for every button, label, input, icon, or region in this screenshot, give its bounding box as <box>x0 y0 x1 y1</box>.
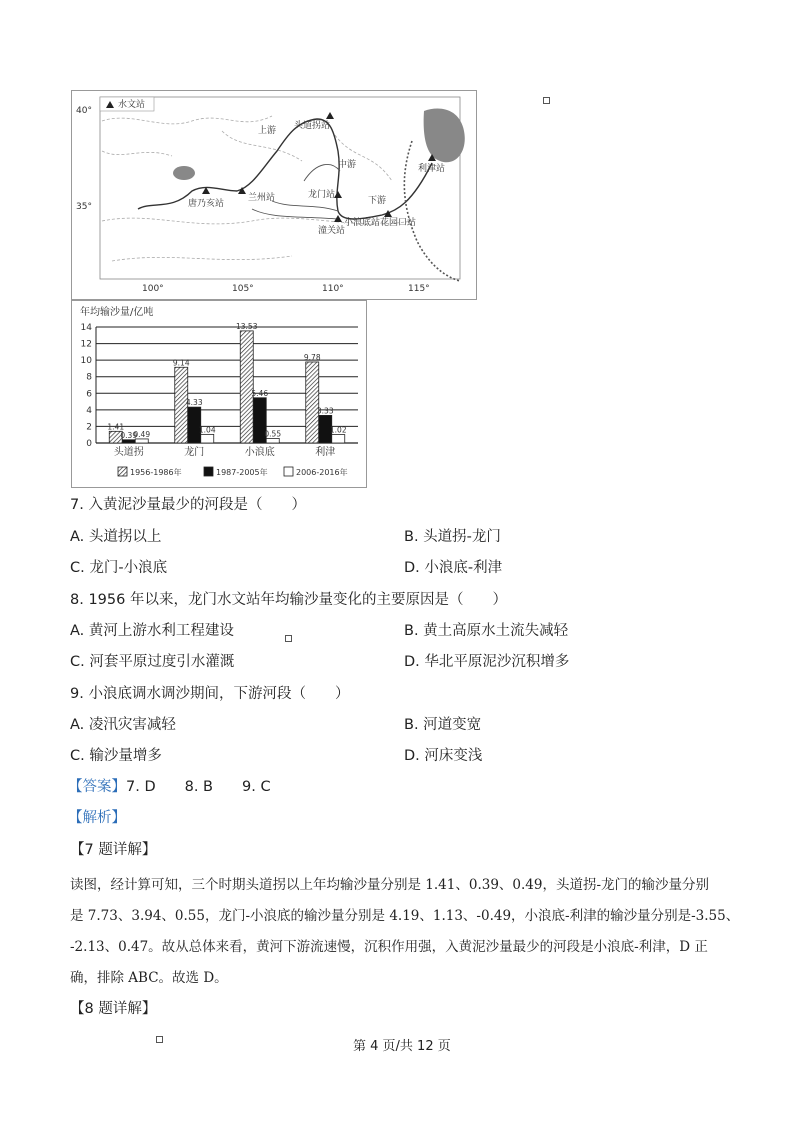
y-tick-label: 10 <box>80 356 92 367</box>
station-marker <box>334 191 342 198</box>
answer-tag: 【答案】 <box>68 779 126 795</box>
y-tick-label: 14 <box>80 323 92 333</box>
q8-option-c[interactable]: C. 河套平原过度引水灌溉 <box>70 654 235 670</box>
legend-label: 1987-2005年 <box>216 468 268 477</box>
q9-option-a[interactable]: A. 凌汛灾害减轻 <box>70 717 176 733</box>
y-tick-label: 12 <box>80 339 92 350</box>
detail7-line: 确，排除 ABC。故选 D。 <box>70 970 228 986</box>
map-svg <box>72 91 476 299</box>
data-label: 0.55 <box>264 429 282 439</box>
station-label: 龙门站 <box>308 190 336 200</box>
lon-label: 115° <box>408 284 430 294</box>
lat-label: 35° <box>76 202 92 212</box>
map-legend-label: 水文站 <box>118 100 146 110</box>
bohai-sea-shape <box>424 108 465 162</box>
q7-option-c[interactable]: C. 龙门-小浪底 <box>70 560 168 576</box>
answer-text: 7. D 8. B 9. C <box>126 779 271 795</box>
y-tick-label: 2 <box>86 422 92 433</box>
lon-label: 105° <box>232 284 254 294</box>
station-label: 头道拐站 <box>294 121 331 131</box>
category-label: 小浪底 <box>244 447 275 458</box>
answer-line <box>68 777 271 797</box>
page-mark <box>543 97 550 104</box>
data-label: 9.78 <box>303 352 321 362</box>
analysis-tag: 【解析】 <box>68 810 126 826</box>
legend-label: 2006-2016年 <box>296 468 348 477</box>
bar <box>332 435 345 443</box>
legend-swatch <box>204 467 213 476</box>
q9-option-c[interactable]: C. 输沙量增多 <box>70 748 162 764</box>
region-label: 下游 <box>368 196 387 206</box>
y-tick-label: 4 <box>86 405 92 416</box>
region-label: 中游 <box>338 160 357 170</box>
detail7-line: 读图，经计算可知，三个时期头道拐以上年均输沙量分别是 1.41、0.39、0.49，头道拐-龙门的输沙量分别 <box>70 877 710 893</box>
lon-label: 100° <box>142 284 164 294</box>
region-label: 上游 <box>258 126 277 136</box>
station-label: 小浪底站 <box>344 218 381 228</box>
bar <box>201 434 214 443</box>
q9-option-b[interactable]: B. 河道变宽 <box>404 717 482 733</box>
q7-option-a[interactable]: A. 头道拐以上 <box>70 529 162 545</box>
category-label: 龙门 <box>184 447 205 458</box>
data-label: 4.33 <box>185 398 203 408</box>
q7-option-b[interactable]: B. 头道拐-龙门 <box>404 529 501 545</box>
page-mark <box>285 635 292 642</box>
legend-label: 1956-1986年 <box>130 468 182 477</box>
q8-option-b[interactable]: B. 黄土高原水土流失减轻 <box>404 623 569 639</box>
data-label: 9.14 <box>172 358 190 368</box>
q8-stem: 8. 1956 年以来，龙门水文站年均输沙量变化的主要原因是（ ） <box>70 592 507 608</box>
data-label: 1.41 <box>107 422 125 432</box>
bar <box>306 362 319 443</box>
y-tick-label: 0 <box>86 439 92 449</box>
legend-swatch <box>118 467 127 476</box>
q7-option-d[interactable]: D. 小浪底-利津 <box>404 560 503 576</box>
data-label: 0.49 <box>133 429 151 439</box>
chart-svg <box>72 301 366 487</box>
q8-option-a[interactable]: A. 黄河上游水利工程建设 <box>70 623 234 639</box>
q8-option-d[interactable]: D. 华北平原泥沙沉积增多 <box>404 654 570 670</box>
data-label: 1.04 <box>198 425 216 435</box>
station-label: 利津站 <box>418 164 446 174</box>
bar <box>122 440 135 443</box>
bar <box>135 439 148 443</box>
bar <box>240 331 253 443</box>
data-label: 0.39 <box>120 430 138 440</box>
y-tick-label: 8 <box>86 372 92 383</box>
yellow-river-map <box>71 90 477 300</box>
q7-stem: 7. 入黄泥沙量最少的河段是（ ） <box>70 497 306 513</box>
qinghai-lake-shape <box>173 166 195 180</box>
y-tick-label: 6 <box>86 389 92 400</box>
page-mark <box>156 1036 163 1043</box>
lat-label: 40° <box>76 106 92 116</box>
data-label: 1.02 <box>329 425 347 435</box>
detail7-line: 是 7.73、3.94、0.55，龙门-小浪底的输沙量分别是 4.19、1.13、-0.49，小浪底-利津的输沙量分别是-3.55、 <box>70 908 740 924</box>
category-label: 头道拐 <box>113 447 144 458</box>
detail8-title: 【8 题详解】 <box>70 1001 157 1017</box>
bar <box>266 438 279 443</box>
chart-title: 年均输沙量/亿吨 <box>80 307 154 318</box>
page-footer: 第 4 页/共 12 页 <box>353 1039 451 1054</box>
station-label: 潼关站 <box>318 226 346 236</box>
station-label: 唐乃亥站 <box>188 199 225 209</box>
legend-swatch <box>284 467 293 476</box>
data-label: 3.33 <box>316 406 334 416</box>
station-marker <box>326 112 334 119</box>
data-label: 13.53 <box>236 321 258 331</box>
detail7-line: -2.13、0.47。故从总体来看，黄河下游流速慢，沉积作用强，入黄泥沙量最少的河段是小浪底-利津，D 正 <box>70 939 708 955</box>
station-label: 兰州站 <box>248 193 276 203</box>
q9-option-d[interactable]: D. 河床变浅 <box>404 748 483 764</box>
q9-stem: 9. 小浪底调水调沙期间，下游河段（ ） <box>70 686 350 702</box>
lon-label: 110° <box>322 284 344 294</box>
sediment-bar-chart <box>71 300 367 488</box>
station-label: 花园口站 <box>380 218 417 228</box>
data-label: 5.46 <box>251 388 269 398</box>
detail7-title: 【7 题详解】 <box>70 842 157 858</box>
category-label: 利津 <box>315 447 336 458</box>
